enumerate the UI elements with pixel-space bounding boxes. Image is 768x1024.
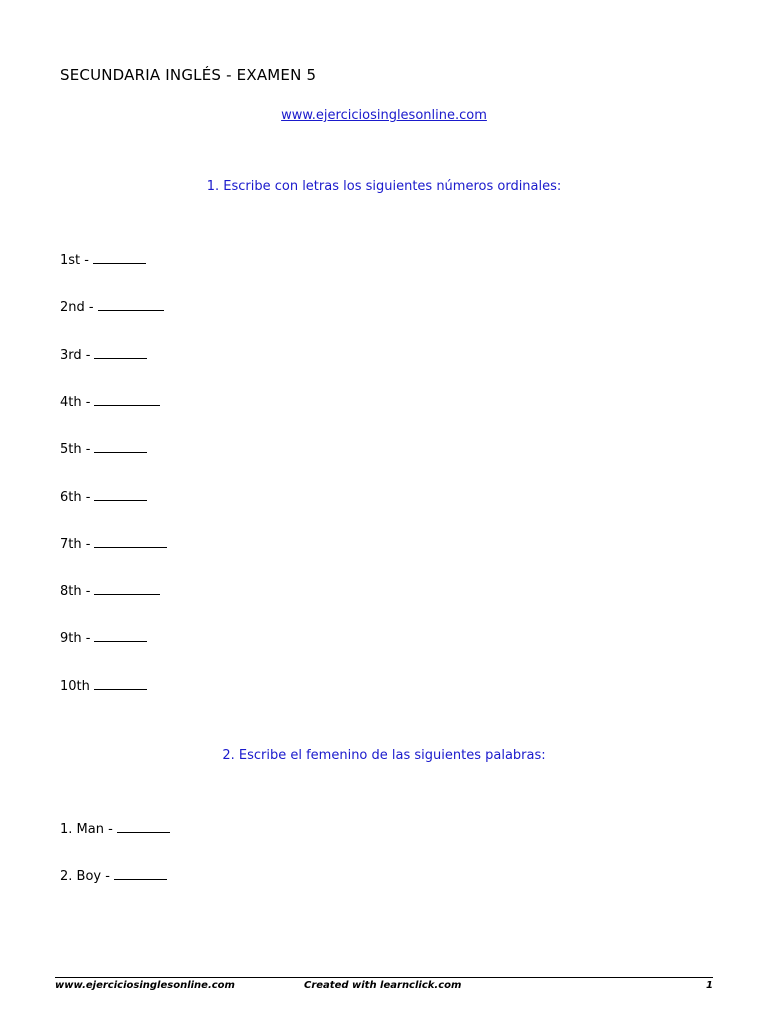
ordinal-item [60, 582, 160, 599]
section-2-heading: 2. Escribe el femenino de las siguientes palabras: [222, 748, 546, 763]
ordinal-item-label: 6th - [60, 489, 91, 505]
answer-blank[interactable] [94, 440, 147, 453]
footer-site: www.ejerciciosinglesonline.com [55, 980, 235, 991]
feminine-item [60, 820, 170, 837]
feminine-item-label: 2. Boy - [60, 869, 110, 884]
answer-blank[interactable] [114, 867, 167, 880]
answer-blank[interactable] [94, 346, 147, 359]
ordinal-item-label: 8th - [60, 584, 91, 600]
answer-blank[interactable] [93, 251, 146, 264]
ordinal-item [60, 535, 167, 552]
ordinal-item-label: 5th - [60, 442, 91, 458]
ordinal-item-label: 9th - [60, 631, 91, 647]
ordinal-item-label: 10th [60, 678, 90, 694]
ordinal-item [60, 629, 147, 646]
feminine-item-label: 1. Man - [60, 822, 113, 837]
ordinal-item [60, 298, 164, 315]
ordinal-item [60, 677, 147, 694]
ordinal-item [60, 346, 147, 363]
ordinal-item [60, 440, 147, 457]
ordinal-item-label: 7th - [60, 536, 91, 552]
ordinal-item-label: 2nd - [60, 300, 94, 316]
answer-blank[interactable] [94, 535, 167, 548]
ordinal-item-label: 3rd - [60, 347, 91, 363]
website-link[interactable]: www.ejerciciosinglesonline.com [281, 108, 487, 123]
ordinal-item [60, 488, 147, 505]
answer-blank[interactable] [94, 629, 147, 642]
footer-divider [55, 977, 713, 978]
answer-blank[interactable] [94, 582, 160, 595]
ordinal-item [60, 251, 146, 268]
ordinal-item [60, 393, 160, 410]
answer-blank[interactable] [117, 820, 170, 833]
answer-blank[interactable] [94, 393, 160, 406]
ordinal-item-label: 1st - [60, 253, 89, 268]
feminine-item [60, 867, 167, 884]
section-1-heading: 1. Escribe con letras los siguientes números ordinales: [206, 179, 562, 194]
answer-blank[interactable] [94, 677, 147, 690]
footer-credit: Created with learnclick.com [304, 980, 462, 991]
answer-blank[interactable] [94, 488, 147, 501]
ordinal-item-label: 4th - [60, 394, 91, 410]
answer-blank[interactable] [98, 298, 164, 311]
page-title: SECUNDARIA INGLÉS - EXAMEN 5 [60, 66, 317, 84]
footer-page-number: 1 [706, 980, 713, 991]
